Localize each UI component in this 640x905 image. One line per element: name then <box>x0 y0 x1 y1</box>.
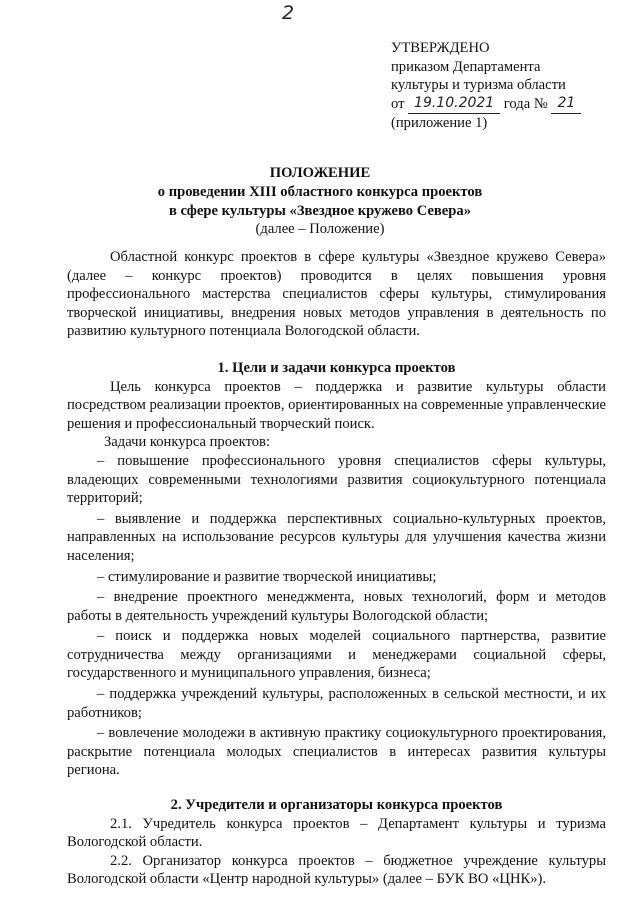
task-item: – повышение профессионального уровня специалистов сферы культуры, владеющих современными технологиями развития социокультурного потенциала территорий; <box>67 452 606 507</box>
number-fill-field <box>551 95 581 115</box>
title-note: (далее – Положение) <box>255 221 385 238</box>
page-number: 2 <box>282 2 295 24</box>
date-prefix: от <box>391 95 405 112</box>
approval-order-line: приказом Департамента <box>391 58 541 75</box>
title-subtitle-2: в сфере культуры «Звездное кружево Севера» <box>168 202 471 219</box>
title-main: ПОЛОЖЕНИЕ <box>269 165 371 181</box>
date-suffix: года № <box>503 95 548 112</box>
section2-item: 2.2. Организатор конкурса проектов – бюджетное учреждение культуры Вологодской области «Центр народной культуры» (далее – БУК ВО «ЦНК»). <box>67 852 606 888</box>
task-item: – поддержка учреждений культуры, расположенных в сельской местности, и их работников; <box>67 686 606 721</box>
task-item: – вовлечение молодежи в активную практику социокультурного проектирования, раскрытие потенциала молодых специалистов в интересах развития культуры региона. <box>67 725 606 779</box>
section1-goal: Цель конкурса проектов – поддержка и развитие культуры области посредством реализации проектов, ориентированных на современные управленческие решения и профессиональный творческий поиск. <box>67 378 606 432</box>
task-item: – выявление и поддержка перспективных социально-культурных проектов, направленных на использование ресурсов культуры для улучшения качества жизни населения; <box>67 510 606 564</box>
document-body <box>67 248 606 889</box>
title-subtitle-1: о проведении XIII областного конкурса проектов <box>157 183 483 200</box>
approval-heading: УТВЕРЖДЕНО <box>391 40 490 56</box>
section1-heading: 1. Цели и задачи конкурса проектов <box>217 359 456 376</box>
handwritten-date: 19.10.2021 <box>414 94 495 111</box>
section2-heading: 2. Учредители и организаторы конкурса проектов <box>170 797 503 814</box>
approval-date-line <box>391 95 631 115</box>
approval-stamp-block <box>391 39 631 133</box>
task-item: – поиск и поддержка новых моделей социального партнерства, развитие сотрудничества между организациями и менеджерами социальной сферы, государственного и муниципального управления, бизнеса; <box>67 628 606 682</box>
document-title <box>0 164 640 239</box>
task-item: – внедрение проектного менеджмента, новых технологий, форм и методов работы в деятельность учреждений культуры Вологодской области; <box>67 589 606 624</box>
handwritten-number: 21 <box>557 94 576 111</box>
section2-item: 2.1. Учредитель конкурса проектов – Департамент культуры и туризма Вологодской области. <box>67 815 606 851</box>
date-fill-field <box>408 95 500 115</box>
approval-appendix-line: (приложение 1) <box>391 115 488 132</box>
section1-tasks-label: Задачи конкурса проектов: <box>104 434 271 451</box>
intro-paragraph: Областной конкурс проектов в сфере культуры «Звездное кружево Севера» (далее – конкурс проектов) проводится в целях повышения уровня профессионального мастерства специалистов сферы культуры, стимулирования творческой инициативы, внедрения новых методов управления в деятельность по развитию культурного потенциала Вологодской области. <box>67 249 606 340</box>
approval-department-line: культуры и туризма области <box>391 77 566 94</box>
task-item: – стимулирование и развитие творческой инициативы; <box>97 568 437 585</box>
